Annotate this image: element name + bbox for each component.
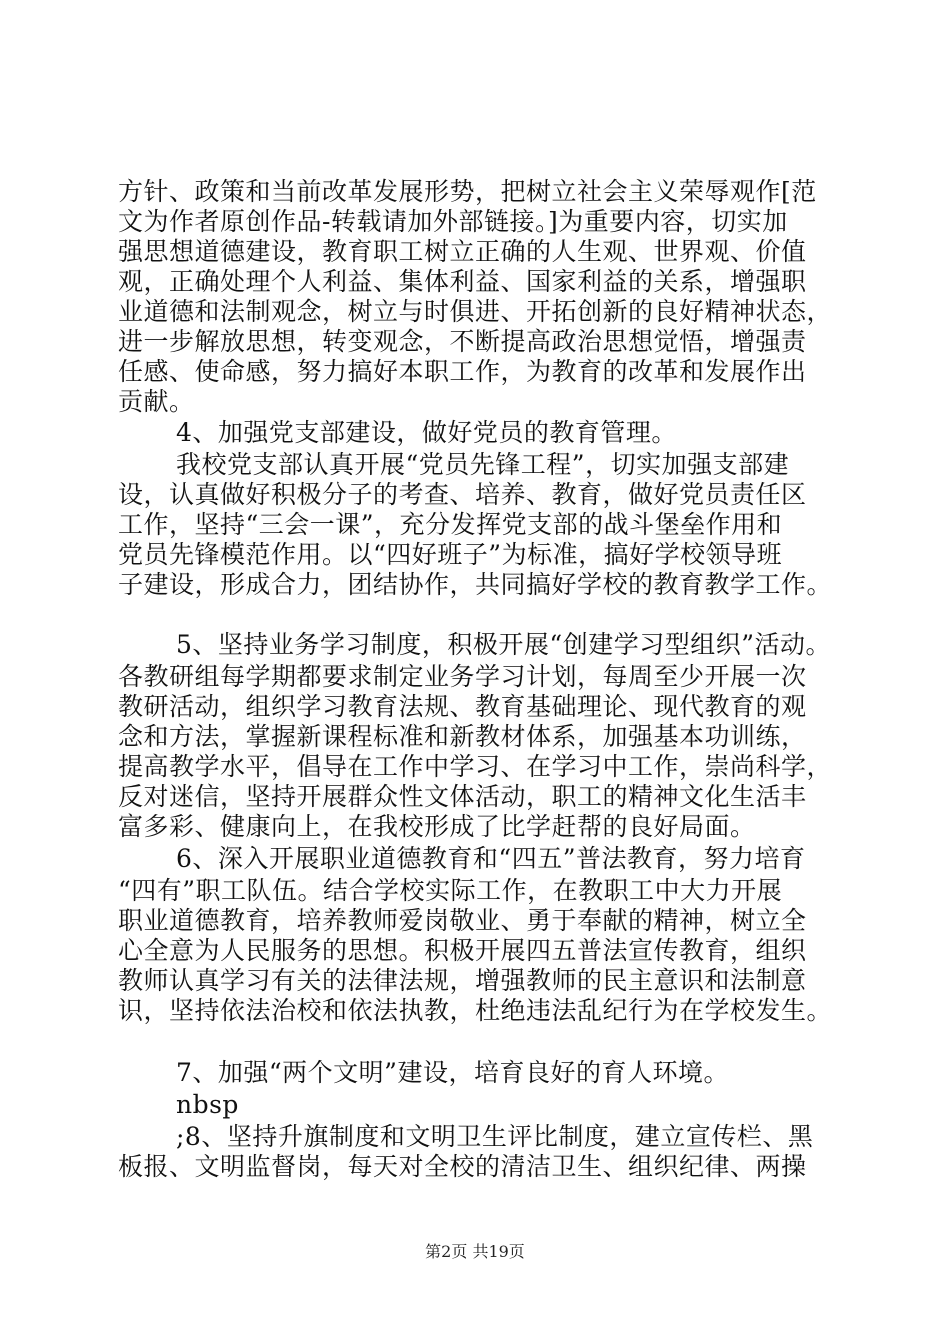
paragraph-line: 板报、文明监督岗，每天对全校的清洁卫生、组织纪律、两操	[118, 1152, 807, 1181]
page-footer: 第2页 共19页	[425, 1242, 525, 1261]
section-heading: 6、深入开展职业道德教育和“四五”普法教育，努力培育	[176, 844, 806, 873]
paragraph-line: 教研活动，组织学习教育法规、教育基础理论、现代教育的观	[118, 692, 807, 721]
paragraph-line: 党员先锋模范作用。以“四好班子”为标准，搞好学校领导班	[118, 540, 783, 569]
section-heading: ;8、坚持升旗制度和文明卫生评比制度，建立宣传栏、黑	[176, 1122, 814, 1151]
paragraph-line: “四有”职工队伍。结合学校实际工作，在教职工中大力开展	[118, 876, 783, 905]
paragraph-line: 我校党支部认真开展“党员先锋工程”，切实加强支部建	[176, 450, 790, 479]
paragraph-line: 工作，坚持“三会一课”，充分发挥党支部的战斗堡垒作用和	[118, 510, 783, 539]
paragraph-line: 强思想道德建设，教育职工树立正确的人生观、世界观、价值	[118, 237, 807, 266]
section-heading: 4、加强党支部建设，做好党员的教育管理。	[176, 418, 677, 447]
paragraph-line: 业道德和法制观念，树立与时俱进、开拓创新的良好精神状态，	[118, 297, 833, 326]
paragraph-line: 富多彩、健康向上，在我校形成了比学赶帮的良好局面。	[118, 812, 756, 841]
paragraph-line: 观，正确处理个人利益、集体利益、国家利益的关系，增强职	[118, 267, 807, 296]
paragraph-line: 识，坚持依法治校和依法执教，杜绝违法乱纪行为在学校发生。	[118, 996, 833, 1025]
paragraph-line: 职业道德教育，培养教师爱岗敬业、勇于奉献的精神，树立全	[118, 906, 807, 935]
paragraph-line: 任感、使命感，努力搞好本职工作，为教育的改革和发展作出	[118, 357, 807, 386]
paragraph-line: 念和方法，掌握新课程标准和新教材体系，加强基本功训练，	[118, 722, 807, 751]
paragraph-line: 方针、政策和当前改革发展形势，把树立社会主义荣辱观作[范	[118, 177, 817, 206]
paragraph-line: 进一步解放思想，转变观念，不断提高政治思想觉悟，增强责	[118, 327, 807, 356]
paragraph-line: 反对迷信，坚持开展群众性文体活动，职工的精神文化生活丰	[118, 782, 807, 811]
paragraph-line: 设，认真做好积极分子的考查、培养、教育，做好党员责任区	[118, 480, 807, 509]
paragraph-line: 心全意为人民服务的思想。积极开展四五普法宣传教育，组织	[118, 936, 807, 965]
paragraph-line: 文为作者原创作品-转载请加外部链接。]为重要内容，切实加	[118, 207, 788, 236]
paragraph-line: 教师认真学习有关的法律法规，增强教师的民主意识和法制意	[118, 966, 807, 995]
paragraph-line: 各教研组每学期都要求制定业务学习计划，每周至少开展一次	[118, 662, 807, 691]
section-heading: 5、坚持业务学习制度，积极开展“创建学习型组织”活动。	[176, 630, 831, 659]
paragraph-line: 子建设，形成合力，团结协作，共同搞好学校的教育教学工作。	[118, 570, 833, 599]
paragraph-line: 贡献。	[118, 387, 195, 416]
section-heading: 7、加强“两个文明”建设，培育良好的育人环境。	[176, 1058, 729, 1087]
paragraph-line: 提高教学水平，倡导在工作中学习、在学习中工作，崇尚科学，	[118, 752, 833, 781]
stray-text: nbsp	[176, 1090, 239, 1119]
